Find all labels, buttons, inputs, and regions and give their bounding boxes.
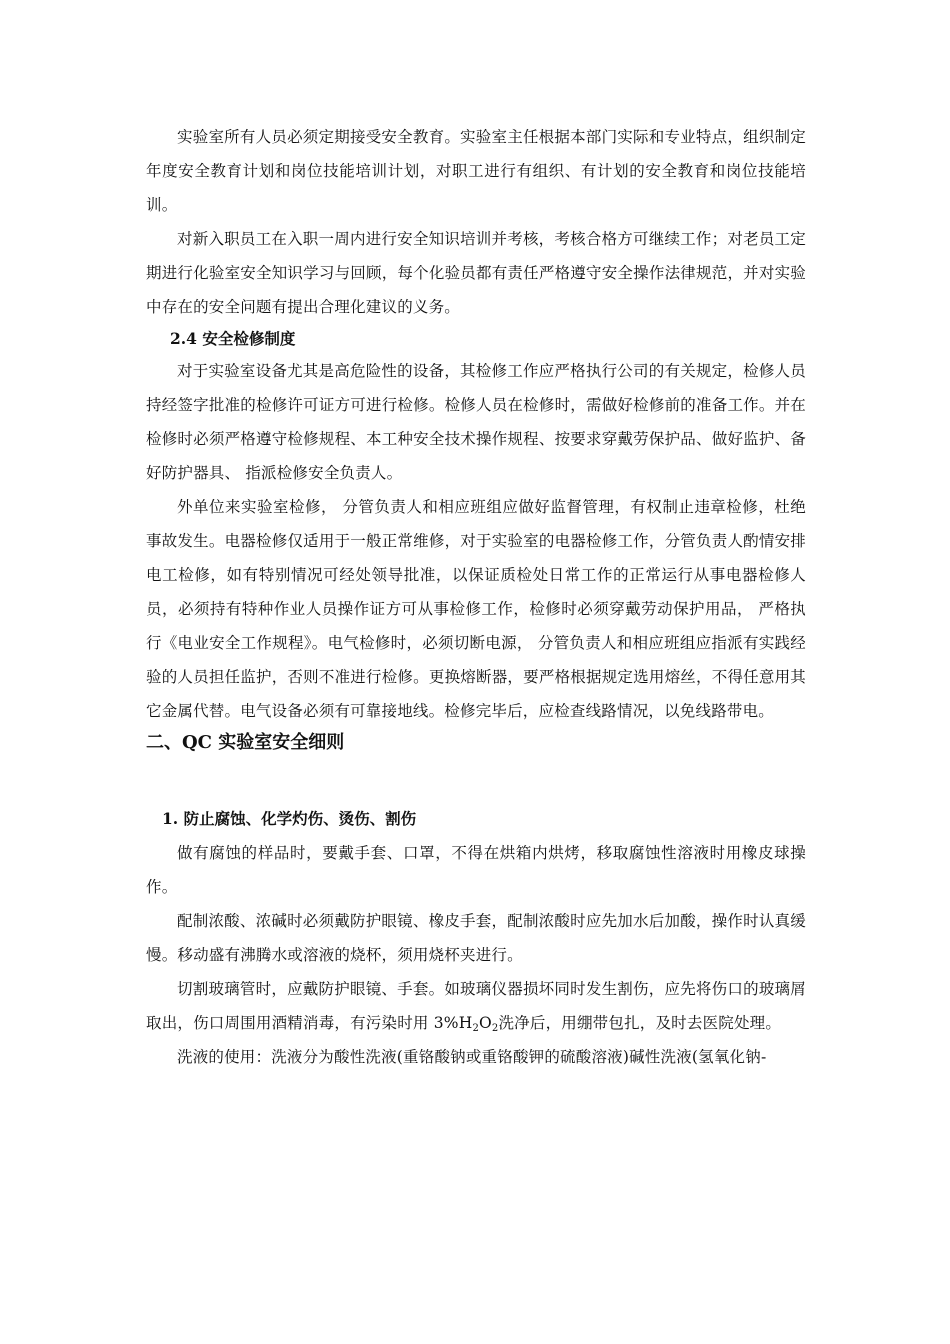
- heading-2-4-maintenance-system: 2.4 安全检修制度: [170, 329, 296, 348]
- glass-cutting-text-start: 切割玻璃管时，应戴防护眼镜、手套。如玻璃仪器损坏同时发生割伤，应先将伤口的玻璃屑取出，伤口周围用酒精消毒，有污染时用 3%H: [146, 980, 806, 1032]
- paragraph-concentrated-acid-base: 配制浓酸、浓碱时必须戴防护眼镜、橡皮手套，配制浓酸时应先加水后加酸，操作时认真缓慢。移动盛有沸腾水或溶液的烧杯，须用烧杯夹进行。: [146, 912, 806, 964]
- heading-qc-lab-safety-rules: 二、QC 实验室安全细则: [146, 732, 345, 753]
- paragraph-external-maintenance: 外单位来实验室检修， 分管负责人和相应班组应做好监督管理，有权制止违章检修，杜绝事故发生。电器检修仅适用于一般正常维修，对于实验室的电器检修工作，分管负责人酌情安排电工检修，如有特别情况可经处领导批准，以保证质检处日常工作的正常运行从事电器检修人员，必须持有特种作业人员操作证方可从事检修工作，检修时必须穿戴劳动保护用品， 严格执行《电业安全工作规程》。电气检修时，必须切断电源， 分管负责人和相应班组应指派有实践经验的人员担任监护，否则不准进行检修。更换熔断器，要严格根据规定选用熔丝，不得任意用其它金属代替。电气设备必须有可靠接地线。检修完毕后，应检查线路情况，以免线路带电。: [146, 498, 806, 720]
- subscript-2-second: 2: [491, 1023, 499, 1034]
- glass-cutting-text-end: 洗净后，用绷带包扎，及时去医院处理。: [498, 1014, 782, 1032]
- paragraph-safety-education: 实验室所有人员必须定期接受安全教育。实验室主任根据本部门实际和专业特点，组织制定年度安全教育计划和岗位技能培训计划，对职工进行有组织、有计划的安全教育和岗位技能培训。: [146, 128, 806, 214]
- oxygen-symbol: O: [479, 1014, 492, 1032]
- paragraph-equipment-maintenance: 对于实验室设备尤其是高危险性的设备，其检修工作应严格执行公司的有关规定，检修人员持经签字批准的检修许可证方可进行检修。检修人员在检修时，需做好检修前的准备工作。并在检修时必须严格遵守检修规程、本工种安全技术操作规程、按要求穿戴劳保护品、做好监护、备好防护器具、 指派检修安全负责人。: [146, 362, 806, 482]
- paragraph-corrosive-samples: 做有腐蚀的样品时，要戴手套、口罩，不得在烘箱内烘烤，移取腐蚀性溶液时用橡皮球操作。: [146, 844, 806, 896]
- heading-prevent-corrosion-burns-cuts: 1. 防止腐蚀、化学灼伤、烫伤、割伤: [162, 809, 417, 828]
- paragraph-washing-liquid: 洗液的使用：洗液分为酸性洗液(重铬酸钠或重铬酸钾的硫酸溶液)碱性洗液(氢氧化钠-: [177, 1048, 767, 1066]
- paragraph-glass-cutting: [146, 972, 806, 1040]
- paragraph-new-staff-training: 对新入职员工在入职一周内进行安全知识培训并考核，考核合格方可继续工作；对老员工定期进行化验室安全知识学习与回顾，每个化验员都有责任严格遵守安全操作法律规范，并对实验中存在的安全问题有提出合理化建议的义务。: [146, 230, 806, 316]
- subscript-2-first: 2: [472, 1023, 479, 1034]
- document-body: [146, 120, 806, 1074]
